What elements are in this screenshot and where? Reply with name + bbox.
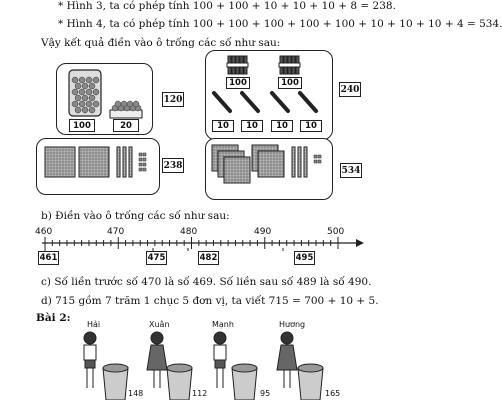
- line-part-c: c) Số liền trước số 470 là số 469. Số liền sau số 489 là số 490.: [41, 276, 372, 288]
- number-line-box-461: 461: [39, 253, 58, 263]
- jar-icon: [65, 68, 105, 120]
- answer-box-3: 238: [162, 158, 184, 173]
- tray-icon: [109, 100, 143, 120]
- line-part-d: d) 715 gồm 7 trăm 1 chục 5 đơn vị, ta viết 715 = 700 + 10 + 5.: [41, 295, 379, 307]
- number-line-box-495: 495: [295, 253, 314, 263]
- answer-box-4: 534: [340, 163, 362, 178]
- label-stick-4: 10: [300, 120, 322, 132]
- label-bundle-1: 100: [226, 77, 250, 89]
- tick-label-470: 470: [107, 227, 125, 237]
- figure-panel-4: [205, 138, 333, 200]
- line-hinh-4: * Hình 4, ta có phép tính 100 + 100 + 100 + 100 + 100 + 10 + 10 + 10 + 4 = 534.: [58, 18, 502, 30]
- heading-bai-2: Bài 2:: [36, 312, 71, 324]
- label-stick-2: 10: [241, 120, 263, 132]
- basket-icon: [298, 364, 323, 400]
- kid-name-huong: Hương: [279, 320, 306, 329]
- sticks-icon: [208, 89, 328, 119]
- basket-value-xuan: 112: [192, 389, 208, 398]
- line-hinh-3: * Hình 3, ta có phép tính 100 + 100 + 10 + 10 + 10 + 8 = 238.: [58, 0, 396, 12]
- tick-label-490: 490: [254, 227, 272, 237]
- kid-manh-figure: [214, 332, 226, 388]
- basket-value-hai: 148: [128, 389, 144, 398]
- answer-box-1: 120: [162, 92, 184, 107]
- label-tray: 20: [113, 119, 139, 132]
- basket-value-manh: 95: [260, 389, 271, 398]
- kid-name-manh: Mạnh: [212, 320, 234, 329]
- number-line-box-475: 475: [147, 253, 166, 263]
- figure-panel-3: [36, 138, 160, 195]
- kid-name-xuan: Xuân: [149, 320, 170, 329]
- bundle-100-icon: [226, 54, 248, 78]
- label-jar: 100: [69, 119, 95, 132]
- label-bundle-2: 100: [278, 77, 302, 89]
- label-stick-1: 10: [212, 120, 234, 132]
- figure-panel-2: [205, 50, 333, 140]
- kid-huong-figure: [277, 332, 297, 388]
- tick-label-460: 460: [35, 227, 53, 237]
- basket-value-huong: 165: [325, 389, 341, 398]
- basket-icon: [167, 364, 192, 400]
- basket-icon: [232, 364, 257, 400]
- bundle-100-icon: [278, 54, 300, 78]
- answer-box-2: 240: [339, 82, 361, 97]
- tick-label-500: 500: [327, 227, 345, 237]
- basket-icon: [103, 364, 128, 400]
- kid-name-hai: Hải: [87, 320, 101, 329]
- kid-hai-figure: [84, 332, 96, 388]
- base-ten-blocks-icon: [39, 141, 157, 191]
- line-result: Vậy kết quả điền vào ô trống các số như sau:: [41, 37, 281, 49]
- kid-xuan-figure: [147, 332, 167, 388]
- number-line-box-482: 482: [199, 253, 218, 263]
- tick-label-480: 480: [180, 227, 198, 237]
- base-ten-blocks-icon: [208, 141, 330, 197]
- label-stick-3: 10: [271, 120, 293, 132]
- figure-panel-1: [56, 63, 153, 135]
- line-part-b: b) Điền vào ô trống các số như sau:: [41, 210, 230, 222]
